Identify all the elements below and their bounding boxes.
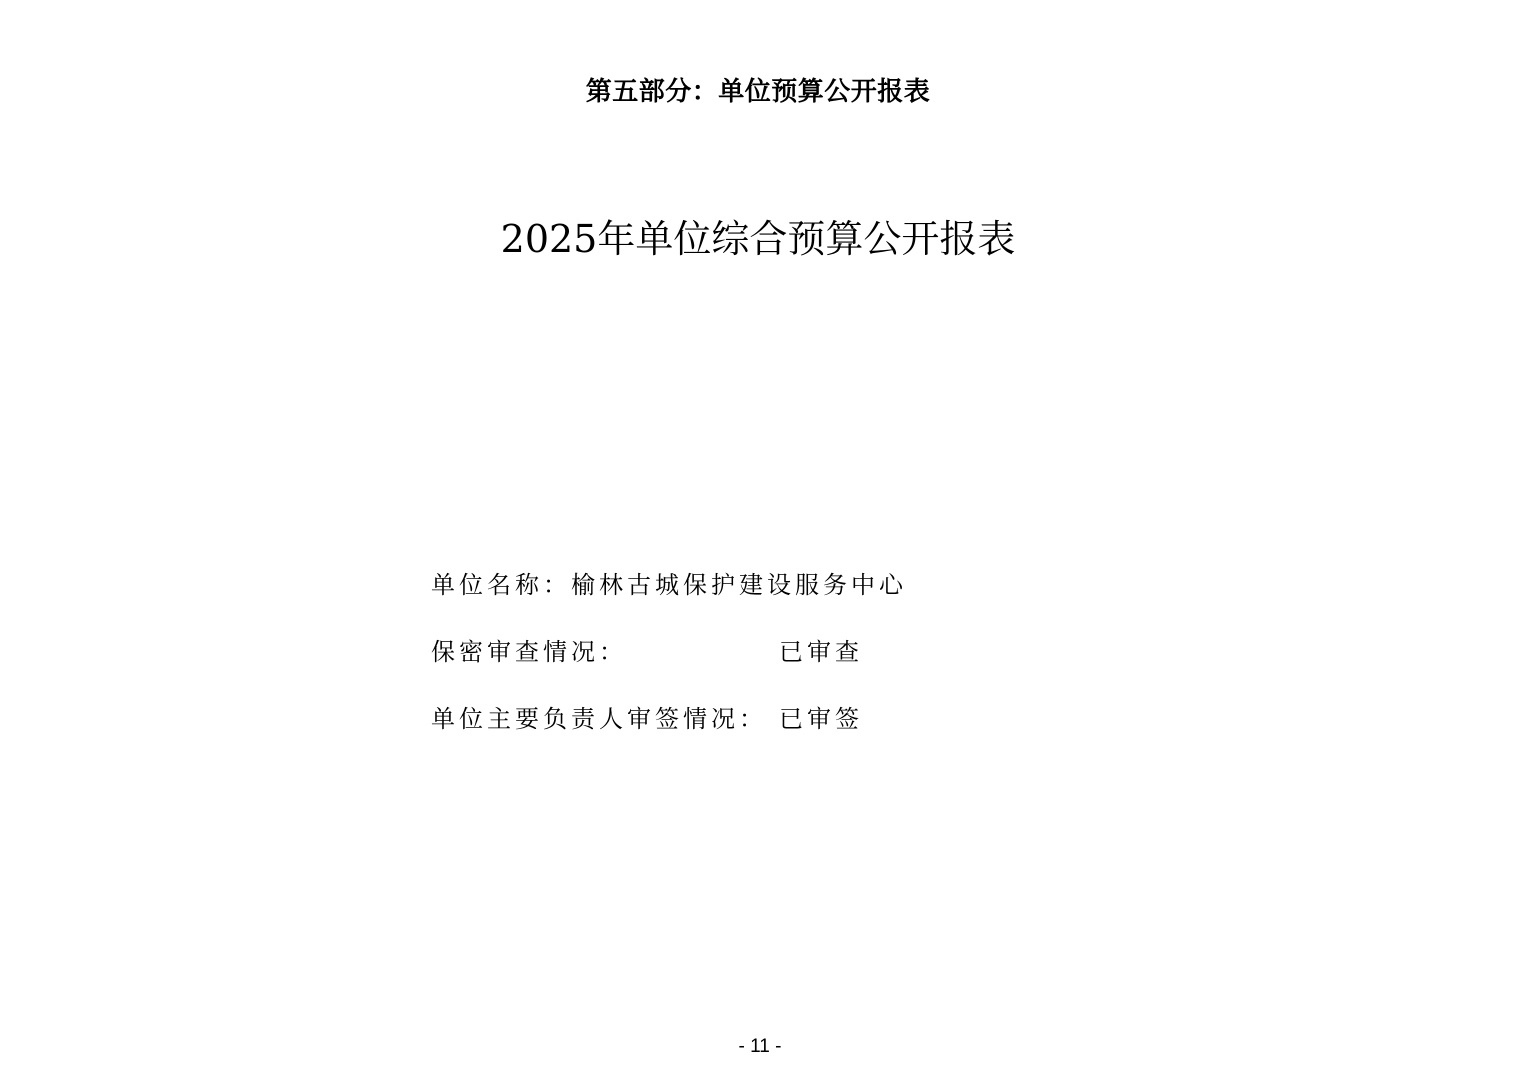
report-title: 2025年单位综合预算公开报表 — [500, 217, 1016, 261]
leader-signoff-label: 单位主要负责人审签情况： — [431, 705, 767, 733]
leader-signoff-value: 已审签 — [779, 705, 863, 733]
unit-info-block — [431, 566, 1131, 767]
leader-signoff-row — [431, 700, 1131, 767]
page-number: - 11 - — [738, 1036, 782, 1057]
confidentiality-review-value: 已审查 — [779, 638, 863, 666]
section-heading: 第五部分：单位预算公开报表 — [585, 77, 931, 107]
unit-name-row — [431, 566, 1131, 633]
unit-name-label: 单位名称： — [431, 571, 571, 599]
unit-name-value: 榆林古城保护建设服务中心 — [571, 571, 907, 599]
confidentiality-review-label: 保密审查情况： — [431, 638, 627, 666]
confidentiality-review-row — [431, 633, 1131, 700]
